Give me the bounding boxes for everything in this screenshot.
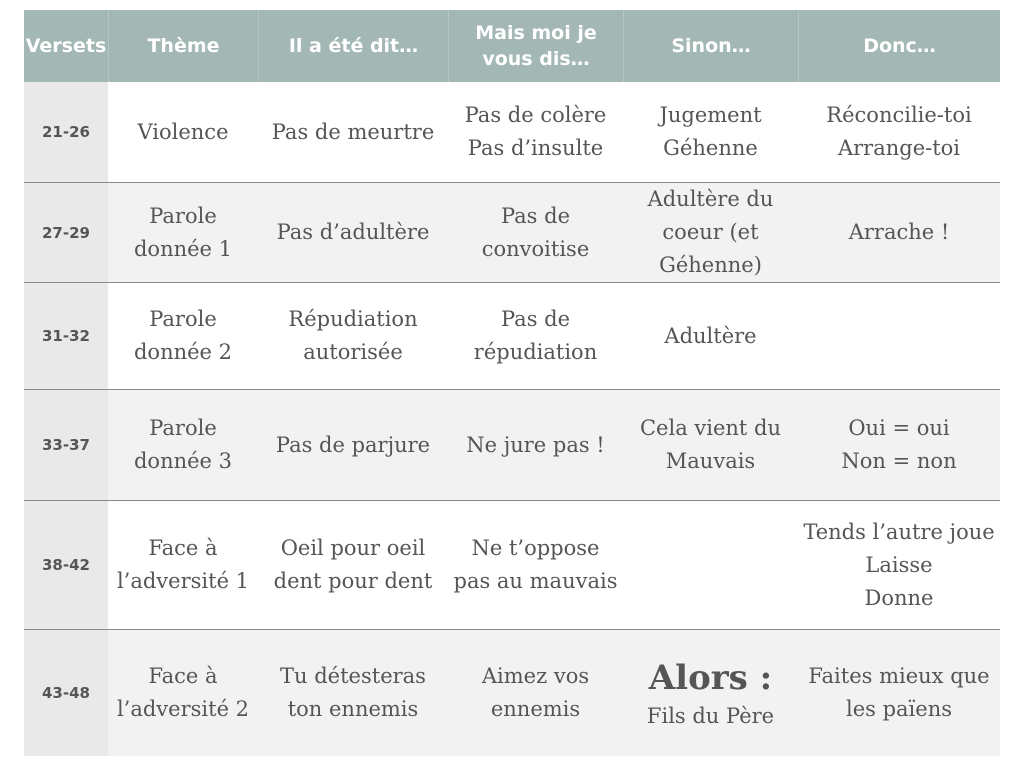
donc-cell-line: les païens (845, 697, 952, 721)
theme-cell-line: donnée 3 (133, 449, 233, 473)
donc-cell-line: Réconcilie-toi (826, 103, 972, 127)
il-a-ete-dit-cell-line: Pas d’adultère (276, 220, 430, 244)
sinon-cell-line: Géhenne (663, 136, 758, 160)
theme-cell (108, 282, 258, 389)
header-versets: Versets (24, 10, 108, 82)
theme-cell (108, 389, 258, 500)
il-a-ete-dit-cell-line: Pas de meurtre (271, 119, 435, 144)
verse-label: 21-26 (24, 82, 108, 182)
donc-cell (798, 282, 1000, 389)
theme-cell-line: donnée 2 (133, 340, 233, 364)
mais-moi-cell-line: Aimez vos (481, 664, 590, 688)
mais-moi-cell-line: répudiation (473, 340, 598, 364)
header-theme: Thème (108, 10, 258, 82)
header-mais-moi: Mais moi je vous dis… (448, 10, 623, 82)
sinon-cell-line: Jugement (659, 103, 762, 127)
theme-cell-line: donnée 1 (133, 236, 233, 261)
mais-moi-cell (448, 182, 623, 282)
alors-label: Alors : (648, 658, 773, 698)
il-a-ete-dit-cell-line: Répudiation (288, 307, 418, 331)
sinon-cell (623, 82, 798, 182)
verse-label: 27-29 (24, 182, 108, 282)
donc-cell-line: Tends l’autre joue (803, 519, 995, 544)
mais-moi-cell (448, 82, 623, 182)
theme-cell (108, 82, 258, 182)
il-a-ete-dit-cell-line: Pas de parjure (275, 432, 431, 457)
sinon-cell-line: Adultère (664, 323, 757, 348)
il-a-ete-dit-cell-line: Oeil pour oeil (280, 536, 426, 560)
donc-cell (798, 500, 1000, 629)
header-il-a-ete-dit: Il a été dit… (258, 10, 448, 82)
sinon-cell (623, 282, 798, 389)
theme-cell (108, 500, 258, 629)
sinon-cell-line: Mauvais (665, 449, 756, 473)
mais-moi-cell-line: pas au mauvais (453, 569, 618, 593)
verse-label: 38-42 (24, 500, 108, 629)
mais-moi-cell-line: Pas de (500, 203, 570, 228)
sermon-table (24, 10, 1000, 756)
il-a-ete-dit-cell (258, 282, 448, 389)
donc-cell-line: Non = non (841, 449, 957, 473)
theme-cell-line: l’adversité 2 (116, 697, 250, 721)
sinon-cell (623, 182, 798, 282)
mais-moi-cell-line: Ne jure pas ! (466, 432, 605, 457)
mais-moi-cell (448, 629, 623, 756)
donc-cell-line: Arrange-toi (837, 136, 961, 160)
donc-cell-line: Oui = oui (848, 416, 950, 440)
donc-cell (798, 82, 1000, 182)
mais-moi-cell-line: Pas de colère (464, 103, 607, 127)
mais-moi-cell-line: convoitise (481, 236, 590, 261)
sinon-cell-line: Adultère du (647, 187, 774, 211)
il-a-ete-dit-cell-line: ton ennemis (287, 697, 419, 721)
sinon-cell (623, 500, 798, 629)
theme-cell-line: Face à (148, 536, 218, 560)
verse-label: 31-32 (24, 282, 108, 389)
donc-cell (798, 182, 1000, 282)
donc-cell-line: Arrache ! (848, 220, 950, 244)
verse-label: 43-48 (24, 629, 108, 756)
il-a-ete-dit-cell-line: Tu détesteras (280, 664, 426, 688)
il-a-ete-dit-cell (258, 182, 448, 282)
il-a-ete-dit-cell-line: dent pour dent (273, 569, 433, 593)
theme-cell (108, 182, 258, 282)
donc-cell (798, 629, 1000, 756)
header-sinon: Sinon… (623, 10, 798, 82)
fils-du-pere-label: Fils du Père (646, 704, 775, 728)
donc-cell-line: Faites mieux que (808, 664, 990, 688)
theme-cell-line: Parole (149, 416, 217, 440)
mais-moi-cell (448, 500, 623, 629)
mais-moi-cell (448, 282, 623, 389)
mais-moi-cell-line: Ne t’oppose (471, 536, 600, 560)
il-a-ete-dit-cell (258, 82, 448, 182)
theme-cell-line: Parole (149, 203, 217, 228)
verse-label: 33-37 (24, 389, 108, 500)
il-a-ete-dit-cell (258, 629, 448, 756)
mais-moi-cell-line: Pas d’insulte (467, 136, 604, 160)
sinon-cell-line: Cela vient du (639, 416, 782, 440)
sinon-cell (623, 389, 798, 500)
il-a-ete-dit-cell (258, 500, 448, 629)
donc-cell-line: Laisse (865, 552, 933, 577)
theme-cell-line: l’adversité 1 (116, 569, 250, 593)
header-donc: Donc… (798, 10, 1000, 82)
sinon-cell (623, 629, 798, 756)
theme-cell-line: Face à (148, 664, 218, 688)
il-a-ete-dit-cell (258, 389, 448, 500)
mais-moi-cell (448, 389, 623, 500)
donc-cell (798, 389, 1000, 500)
theme-cell-line: Violence (137, 119, 229, 144)
mais-moi-cell-line: ennemis (490, 697, 581, 721)
il-a-ete-dit-cell-line: autorisée (303, 340, 403, 364)
theme-cell-line: Parole (149, 307, 217, 331)
theme-cell (108, 629, 258, 756)
mais-moi-cell-line: Pas de (500, 307, 571, 331)
sinon-cell-line: coeur (et (662, 220, 759, 244)
donc-cell-line: Donne (864, 585, 934, 610)
sinon-cell-line: Géhenne) (659, 253, 762, 277)
